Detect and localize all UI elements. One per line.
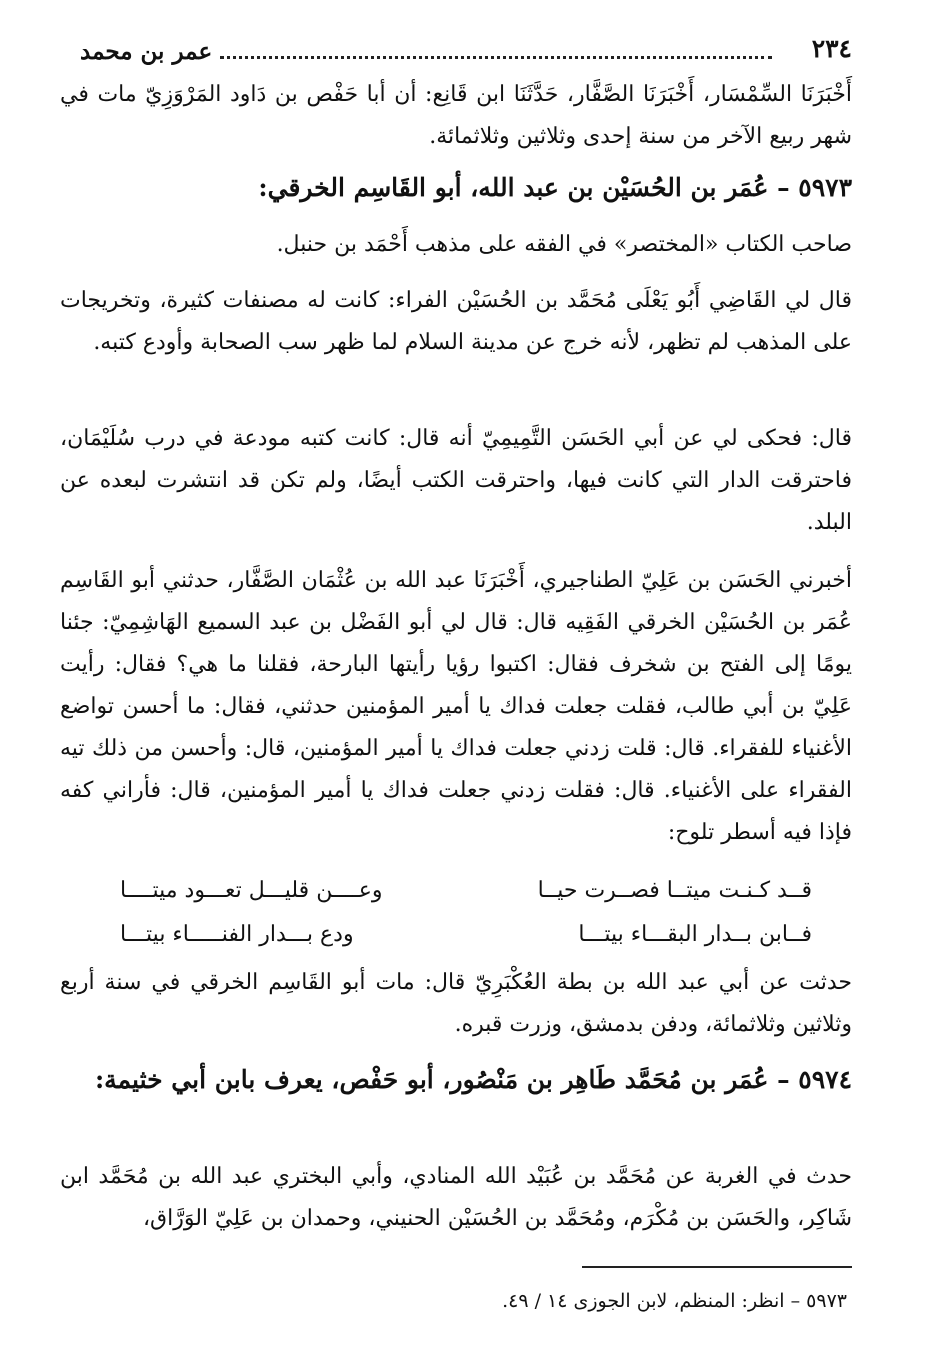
verse-hemistich: وعــــن قليـــل تعـــود ميتــــا xyxy=(120,878,383,903)
paragraph: حدث في الغربة عن مُحَمَّد بن عُبَيْد الله المنادي، وأبي البختري عبد الله بن مُحَمَّد ابن شَاكِر، والحَسَن بن مُكْرَم، ومُحَمَّد بن الحُسَيْن الحنيني، وحمدان بن عَلِيّ الوَرَّاق، xyxy=(60,1164,852,1231)
entry-heading: ٥٩٧٣ – عُمَر بن الحُسَيْن بن عبد الله، أبو القَاسِم الخرقي: xyxy=(258,173,852,202)
paragraph: أخبرني الحَسَن بن عَلِيّ الطناجيري، أَخْبَرَنَا عبد الله بن عُثْمَان الصَّفَّار، حدثني أبو القَاسِم عُمَر بن الحُسَيْن الخرقي الفَقِيه قال: قال لي أبو الفَضْل بن عبد السميع الهَاشِمِيّ: جئنا يومًا إلى الفتح بن شخرف فقال: اكتبوا رؤيا رأيتها البارحة، فقلنا ما هي؟ فقال: رأيت عَلِيّ بن أبي طالب، فقلت جعلت فداك يا أمير المؤمنين حدثني، فقال: ما أحسن تواضع الأغنياء للفقراء. قال: قلت زدني جعلت فداك يا أمير المؤمنين، قال: وأحسن من ذلك تيه الفقراء على الأغنياء. قال: فقلت زدني جعلت فداك يا أمير المؤمنين، قال: فأراني كفه فإذا فيه أسطر تلوح: xyxy=(60,568,852,845)
paragraph: صاحب الكتاب «المختصر» في الفقه على مذهب أَحْمَد بن حنبل. xyxy=(276,232,852,257)
verse-line xyxy=(120,878,812,918)
verse-hemistich: فــابن بــدار البقـــاء بيتـــا xyxy=(578,922,812,947)
entry-heading: ٥٩٧٤ – عُمَر بن مُحَمَّد طَاهِر بن مَنْصُور، أبو حَفْص، يعرف بابن أبي خثيمة: xyxy=(94,1065,852,1094)
paragraph: قال: فحكى لي عن أبي الحَسَن التَّمِيمِيّ أنه قال: كانت كتبه مودعة في درب سُلَيْمَان، فاحترقت الدار التي كانت فيها، واحترقت الكتب أيضًا، ولم تكن قد انتشرت لبعده عن البلد. xyxy=(60,426,852,535)
header-dotted-leader xyxy=(220,56,772,59)
footnote-separator xyxy=(582,1266,852,1268)
page-number: ٢٣٤ xyxy=(811,34,852,63)
paragraph: حدثت عن أبي عبد الله بن بطة العُكْبَرِيّ قال: مات أبو القَاسِم الخرقي في سنة أربع وثلاثين وثلاثمائة، ودفن بدمشق، وزرت قبره. xyxy=(60,970,852,1037)
paragraph: أَخْبَرَنَا السِّمْسَار، أَخْبَرَنَا الصَّفَّار، حَدَّثَنَا ابن قَانِع: أن أبا حَفْص بن دَاود المَرْوَزِيّ مات في شهر ربيع الآخر من سنة إحدى وثلاثين وثلاثمائة. xyxy=(60,82,852,149)
page-header xyxy=(80,30,852,70)
running-title: عمر بن محمد xyxy=(80,38,213,65)
verse-line xyxy=(120,922,812,962)
verse-hemistich: ودع بـــدار الفنـــــاء بيتـــا xyxy=(120,922,354,947)
paragraph: قال لي القَاضِي أَبُو يَعْلَى مُحَمَّد بن الحُسَيْن الفراء: كانت له مصنفات كثيرة، وتخريجات على المذهب لم تظهر، لأنه خرج عن مدينة السلام لما ظهر سب الصحابة وأودع كتبه. xyxy=(60,288,852,355)
verse-hemistich: قــد كـنـت ميتــا فصــرت حيــا xyxy=(537,878,812,903)
footnote: ٥٩٧٣ – انظر: المنظم، لابن الجوزى ١٤ / ٤٩. xyxy=(502,1290,847,1312)
